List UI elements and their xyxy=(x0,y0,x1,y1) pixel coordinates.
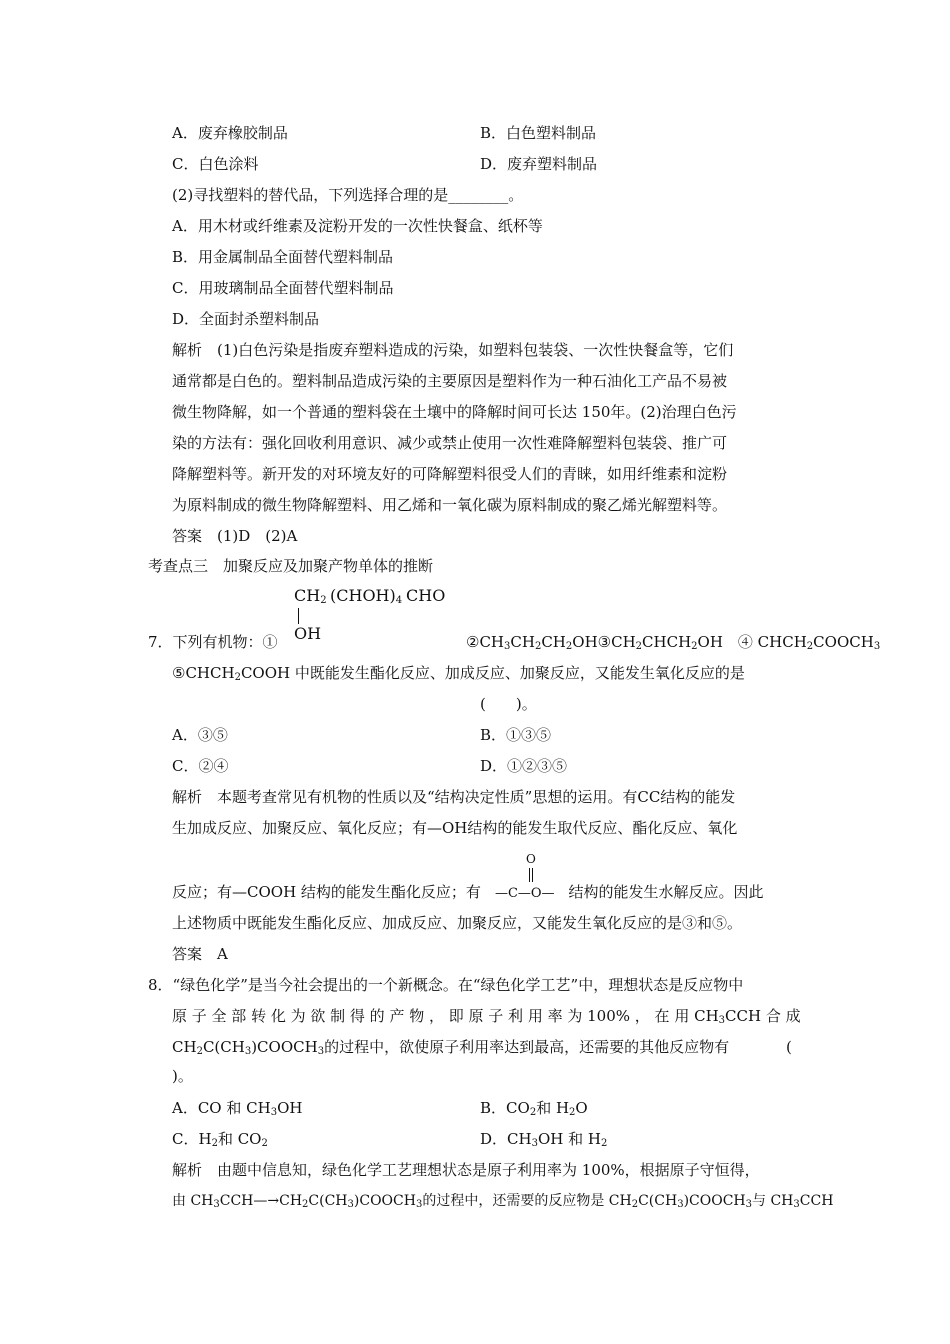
q8-analysis-line: 解析 由题中信息知，绿色化学工艺理想状态是原子利用率为 100%，根据原子守恒得， xyxy=(172,1161,760,1179)
q6-option-c: C．白色涂料 xyxy=(172,155,259,173)
q7-stem-prefix: 7．下列有机物：① xyxy=(148,633,278,651)
structure-oh: OH xyxy=(294,624,322,643)
q6-part2-question: (2)寻找塑料的替代品，下列选择合理的是________。 xyxy=(172,186,524,204)
q6-analysis-line: 通常都是白色的。塑料制品造成污染的主要原因是塑料作为一种石油化工产品不易被 xyxy=(172,372,728,390)
q8-bracket-open: ( xyxy=(786,1038,792,1056)
q6-part2-option-c: C．用玻璃制品全面替代塑料制品 xyxy=(172,279,394,297)
q7-analysis-line: 反应；有—COOH 结构的能发生酯化反应；有 —C—O— 结构的能发生水解反应。因此 xyxy=(172,883,764,901)
q6-analysis-line: 降解塑料等。新开发的对环境友好的可降解塑料很受人们的青睐，如用纤维素和淀粉 xyxy=(172,465,728,483)
q6-part2-option-b: B．用金属制品全面替代塑料制品 xyxy=(172,248,394,266)
q7-stem-line2: $⑤CHCH_2COOH$ 中既能发生酯化反应、加成反应、加聚反应，又能发生氧化反应的是 xyxy=(172,664,745,683)
q6-analysis-line: 为原料制成的微生物降解塑料、用乙烯和一氧化碳为原料制成的聚乙烯光解塑料等。 xyxy=(172,496,728,514)
q6-part2-option-a: A．用木材或纤维素及淀粉开发的一次性快餐盒、纸杯等 xyxy=(172,217,543,235)
section-title: 考查点三 加聚反应及加聚产物单体的推断 xyxy=(148,557,434,575)
q8-option-d: D．$CH_3OH$ 和 $H_2$ xyxy=(480,1130,608,1149)
q7-answer-bracket: ( )。 xyxy=(480,695,537,713)
q7-answer: 答案 A xyxy=(172,945,228,963)
q6-analysis-line: 微生物降解，如一个普通的塑料袋在土壤中的降解时间可长达 150年。(2)治理白色污 xyxy=(172,403,737,421)
q8-stem-line: $CH_2C(CH_3)COOCH_3$的过程中，欲使原子利用率达到最高，还需要的其他反应物有 xyxy=(172,1038,730,1057)
q6-analysis-line: 染的方法有：强化回收利用意识、减少或禁止使用一次性难降解塑料包装袋、推广可 xyxy=(172,434,728,452)
q6-analysis-line: 解析 (1)白色污染是指废弃塑料造成的污染，如塑料包装袋、一次性快餐盒等，它们 xyxy=(172,341,734,359)
structure-ch2: $CH_2$ xyxy=(294,586,327,606)
ester-carbonyl-o: O xyxy=(526,852,536,866)
q7-option-b: B．①③⑤ xyxy=(480,726,552,744)
q8-option-c: C．$H_2$和 $CO_2$ xyxy=(172,1130,268,1149)
q7-option-a: A．③⑤ xyxy=(172,726,228,744)
structure-bond xyxy=(298,608,299,624)
q7-analysis-line: 生加成反应、加聚反应、氧化反应；有—OH结构的能发生取代反应、酯化反应、氧化 xyxy=(172,819,738,837)
ester-double-bond xyxy=(529,868,530,882)
q7-analysis-line: 解析 本题考查常见有机物的性质以及“结构决定性质”思想的运用。有CC结构的能发 xyxy=(172,788,736,806)
q8-analysis-line: 由 $CH_3CCH—\to CH_2C(CH_3)COOCH_3$的过程中，还需要的反应物是 $CH_2C(CH_3)COOCH_3$与 $CH_3CCH$ xyxy=(172,1193,834,1210)
structure-cho: CHO xyxy=(406,586,446,605)
ester-double-bond xyxy=(532,868,533,882)
q6-option-a: A．废弃橡胶制品 xyxy=(172,124,288,142)
q7-option-c: C．②④ xyxy=(172,757,229,775)
q6-answer: 答案 (1)D (2)A xyxy=(172,527,298,545)
q8-option-b: B．$CO_2$和 $H_2O$ xyxy=(480,1099,588,1118)
q7-option-d: D．①②③⑤ xyxy=(480,757,568,775)
q6-part2-option-d: D．全面封杀塑料制品 xyxy=(172,310,320,328)
q7-analysis-line: 上述物质中既能发生酯化反应、加成反应、加聚反应，又能发生氧化反应的是③和⑤。 xyxy=(172,914,743,932)
q8-bracket-close: )。 xyxy=(172,1067,193,1085)
q8-stem-line: 8．“绿色化学”是当今社会提出的一个新概念。在“绿色化学工艺”中，理想状态是反应物中 xyxy=(148,976,744,994)
structure-chain: $(CHOH)_4$ xyxy=(330,586,403,606)
q7-stem-items: $②CH_3CH_2CH_2OH③CH_2CHCH_2OH$ ④ $CHCH_2COOCH_3$ xyxy=(466,633,881,652)
q6-option-d: D．废弃塑料制品 xyxy=(480,155,598,173)
q8-stem-line: 原 子 全 部 转 化 为 欲 制 得 的 产 物 ， 即 原 子 利 用 率 为 100% ， 在 用 $CH_3CCH$ 合 成 xyxy=(172,1007,801,1026)
q6-option-b: B．白色塑料制品 xyxy=(480,124,597,142)
q8-option-a: A．CO 和 $CH_3OH$ xyxy=(172,1099,303,1118)
